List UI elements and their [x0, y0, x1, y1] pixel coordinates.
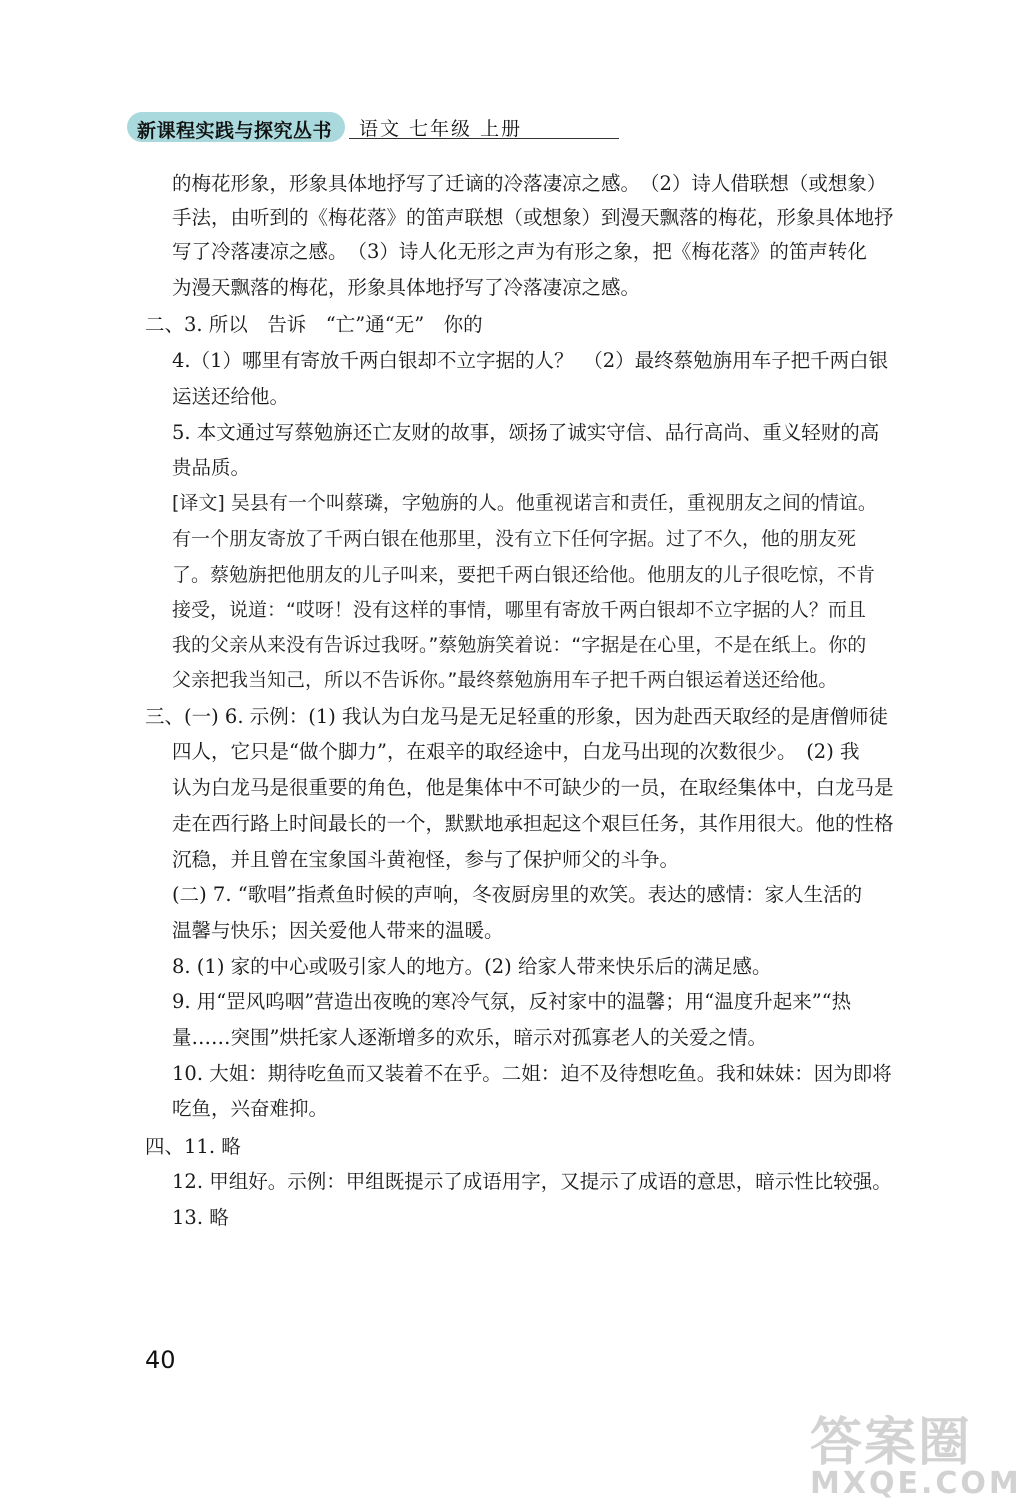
text-line: 的梅花形象，形象具体地抒写了迁谪的冷落凄凉之感。 （2）诗人借联想（或想象） [172, 172, 887, 195]
text-line: 有一个朋友寄放了千两白银在他那里，没有立下任何字据。过了不久，他的朋友死 [172, 528, 857, 550]
text-line: 贵品质。 [172, 456, 251, 479]
text-line: 吃鱼，兴奋难抑。 [172, 1097, 329, 1120]
page-number: 40 [145, 1346, 176, 1374]
text-line: 我的父亲从来没有告诉过我呀。”蔡勉旃笑着说：“字据是在心里，不是在纸上。你的 [172, 634, 867, 656]
text-line: 认为白龙马是很重要的角色，他是集体中不可缺少的一员，在取经集体中，白龙马是 [172, 776, 894, 799]
text-line: 运送还给他。 [172, 385, 290, 408]
text-line: 12. 甲组好。示例：甲组既提示了成语用字，又提示了成语的意思，暗示性比较强。 [172, 1170, 892, 1193]
text-line: 接受，说道：“哎呀！没有这样的事情，哪里有寄放千两白银却不立字据的人？而且 [172, 599, 866, 621]
text-line: 二、3. 所以 告诉 “亡”通“无” 你的 [145, 313, 483, 336]
text-line: [译文] 吴县有一个叫蔡璘，字勉旃的人。他重视诺言和责任，重视朋友之间的情谊。 [172, 492, 877, 514]
text-line: 量……突围”烘托家人逐渐增多的欢乐，暗示对孤寡老人的关爱之情。 [172, 1026, 767, 1049]
text-line: 13. 略 [172, 1206, 229, 1229]
text-line: 四、11. 略 [145, 1135, 241, 1158]
text-line: 温馨与快乐；因关爱他人带来的温暖。 [172, 919, 504, 942]
subject-grade-label: 语文 七年级 上册 [359, 118, 523, 140]
text-line: 10. 大姐：期待吃鱼而又装着不在乎。二姐：迫不及待想吃鱼。我和妹妹：因为即将 [172, 1062, 892, 1085]
text-line: 了。蔡勉旃把他朋友的儿子叫来，要把千两白银还给他。他朋友的儿子很吃惊，不肯 [172, 564, 876, 586]
series-badge [127, 112, 345, 142]
text-line: 走在西行路上时间最长的一个，默默地承担起这个艰巨任务，其作用很大。他的性格 [172, 812, 894, 835]
text-line: 4.（1）哪里有寄放千两白银却不立字据的人？ （2）最终蔡勉旃用车子把千两白银 [172, 349, 889, 372]
text-line: 手法，由听到的《梅花落》的笛声联想（或想象）到漫天飘落的梅花，形象具体地抒 [172, 206, 894, 229]
header-rule [349, 138, 619, 139]
text-line: 四人，它只是“做个脚力”，在艰辛的取经途中，白龙马出现的次数很少。 (2) 我 [172, 740, 860, 763]
watermark-domain: MXQE.COM [810, 1466, 1022, 1501]
text-line: (二) 7. “歌唱”指煮鱼时候的声响，冬夜厨房里的欢笑。表达的感情：家人生活的 [172, 883, 863, 906]
text-line: 8. (1) 家的中心或吸引家人的地方。(2) 给家人带来快乐后的满足感。 [172, 955, 772, 978]
text-line: 沉稳，并且曾在宝象国斗黄袍怪，参与了保护师父的斗争。 [172, 848, 680, 871]
watermark-brand: 答案圈 [810, 1413, 973, 1473]
text-line: 9. 用“罡风呜咽”营造出夜晚的寒冷气氛，反衬家中的温馨；用“温度升起来”“热 [172, 990, 852, 1013]
text-line: 父亲把我当知己，所以不告诉你。”最终蔡勉旃用车子把千两白银运着送还给他。 [172, 669, 838, 691]
text-line: 为漫天飘落的梅花，形象具体地抒写了冷落凄凉之感。 [172, 276, 641, 299]
text-line: 写了冷落凄凉之感。 （3）诗人化无形之声为有形之象，把《梅花落》的笛声转化 [172, 240, 867, 263]
text-line: 5. 本文通过写蔡勉旃还亡友财的故事，颂扬了诚实守信、品行高尚、重义轻财的高 [172, 421, 880, 444]
watermark-logo [810, 1400, 1022, 1507]
series-title: 新课程实践与探究丛书 [137, 120, 333, 142]
text-line: 三、(一) 6. 示例：(1) 我认为白龙马是无足轻重的形象，因为赴西天取经的是唐僧师徒 [145, 705, 889, 728]
running-header [127, 112, 547, 144]
